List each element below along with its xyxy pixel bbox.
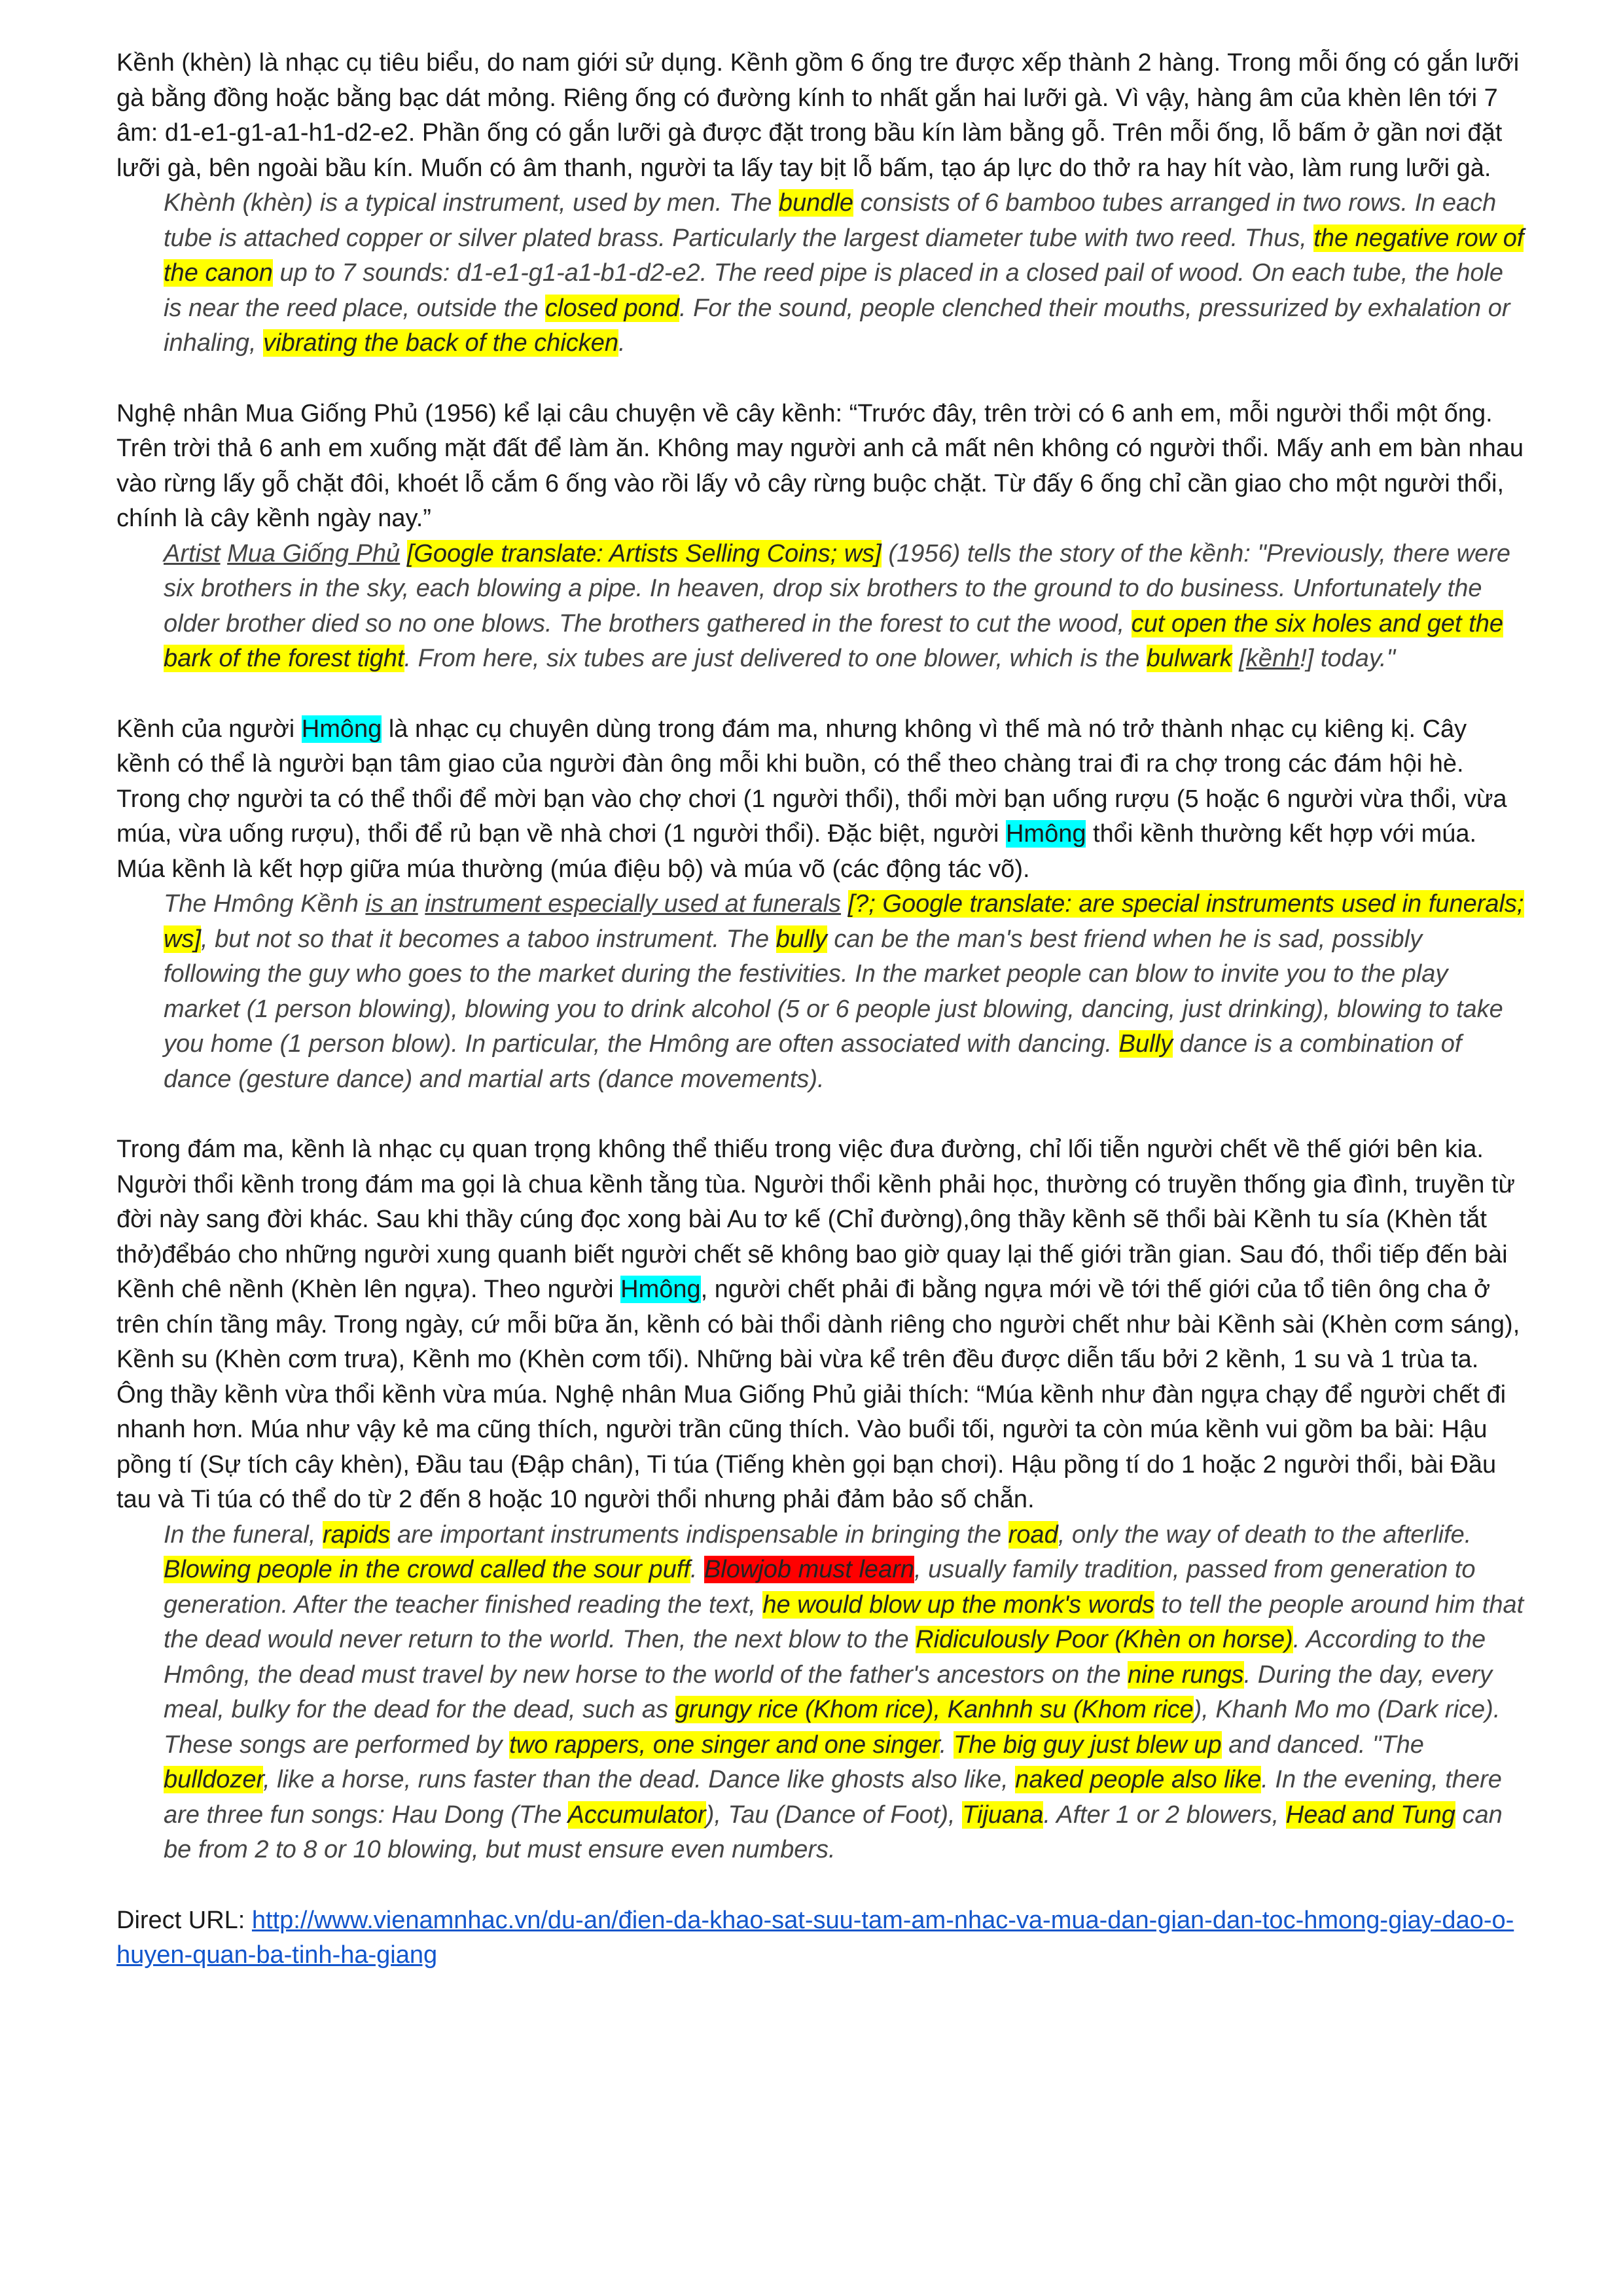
direct-url-link[interactable]: http://www.vienamnhac.vn/du-an/đien-da-khao-sat-suu-tam-am-nhac-va-mua-dan-gian-dan-toc-hmong-giay-dao-o-huyen-quan-ba-tinh-ha-giang <box>116 1906 1514 1969</box>
paragraph-gap <box>116 1868 1525 1903</box>
text-run: ), Tau (Dance of Foot), <box>705 1801 963 1829</box>
highlight-yellow: nine rungs <box>1128 1660 1244 1689</box>
text-run: , only the way of death to the afterlife. <box>1058 1520 1472 1549</box>
text-run: The <box>164 890 214 918</box>
text-run-underlined: instrument especially used at funerals <box>425 890 842 918</box>
text-run <box>359 890 366 918</box>
highlight-yellow: naked people also like <box>1015 1766 1262 1793</box>
highlight-yellow: cut open the six holes and get the bark of the forest tight <box>164 609 1503 672</box>
highlight-yellow: bulldozer <box>164 1766 264 1793</box>
paragraph-en-2 <box>164 537 1525 677</box>
text-run: are important instruments indispensable in bringing the <box>390 1520 1008 1549</box>
text-run: . <box>690 1556 704 1583</box>
highlight-yellow: two rappers, one singer and one singer <box>509 1731 940 1759</box>
text-run: Trong đám ma, kềnh là nhạc cụ quan trọng không thể thiếu trong việc đưa đường, chỉ lối tiễn người chết về thế giới bên kia. Người thổi kềnh trong đám ma gọi là chua kềnh tằng tùa. Người thổi kềnh phải học, thường có truyền thống gia đình, truyền từ đời này sang đời khác. Sau khi thầy cúng đọc xong bài Au tơ kế (Chỉ đường),ông thầy kềnh sẽ thổi bài Kềnh tu sía (Khèn tắt thở)đểbáo cho những người xung quanh biết người chết sẽ không bao giờ quay lại thế giới trần gian. Sau đó, thổi tiếp đến bài Kềnh chê nềnh (Khèn lên ngựa). Theo người <box>116 1136 1515 1303</box>
text-run-underlined: Artist <box>164 539 221 567</box>
text-run-underlined: kềnh <box>1245 645 1300 672</box>
direct-url-label: Direct URL: <box>116 1906 252 1934</box>
highlight-yellow: Blowing people in the crowd called the sour puff <box>164 1556 690 1583</box>
text-run: Hmông <box>164 1660 244 1689</box>
text-run: . From here, six tubes are just delivered to one blower, which is the <box>404 645 1147 672</box>
paragraph-vi-1: Kềnh (khèn) là nhạc cụ tiêu biểu, do nam giới sử dụng. Kềnh gồm 6 ống tre được xếp thành 2 hàng. Trong mỗi ống có gắn lưỡi gà bằng đồng hoặc bằng bạc dát mỏng. Riêng ống có đường kính to nhất gắn hai lưỡi gà. Vì vậy, hàng âm của khèn lên tới 7 âm: d1-e1-g1-a1-h1-d2-e2. Phần ống có gắn lưỡi gà được đặt trong bầu kín làm bằng gỗ. Trên mỗi ống, lỗ bấm ở gần nơi đặt lưỡi gà, bên ngoài bầu kín. Muốn có âm thanh, người ta lấy tay bịt lỗ bấm, tạo áp lực do thở ra hay hít vào, làm rung lưỡi gà. <box>116 49 1520 182</box>
text-run: consists of 6 bamboo tubes arranged in two rows. In each tube is attached copper or silver plated brass. Particularly the largest diameter tube with two reed. Thus, <box>164 189 1497 252</box>
text-run: Hmông <box>649 1030 729 1058</box>
text-run: . For the sound, people clenched their mouths, pressurized by exhalation or inhaling, <box>164 294 1510 357</box>
highlight-yellow: bulwark <box>1146 645 1232 672</box>
text-run: : "Previously, there were six brothers in the sky, each blowing a pipe. In heaven, drop six brothers to the ground to do business. Unfortunately the older brother died so no one blows. The brothers gathered in the forest to cut the wood, <box>164 539 1511 637</box>
text-run: are often associated with dancing. <box>728 1030 1119 1058</box>
text-run <box>418 890 425 918</box>
highlight-yellow: the negative row of the canon <box>164 224 1524 287</box>
text-run: ), Khanh Mo mo (Dark rice). These songs are performed by <box>164 1696 1501 1759</box>
text-run: . <box>939 1731 954 1759</box>
highlight-cyan: Hmông <box>1005 820 1086 848</box>
highlight-yellow: Ridiculously Poor (Khèn on horse) <box>916 1626 1293 1653</box>
text-run: . After 1 or 2 blowers, <box>1043 1801 1286 1829</box>
text-run: , the dead must travel by new horse to the world of the father's ancestors on the <box>243 1660 1128 1689</box>
text-run: !] today." <box>1300 645 1396 672</box>
text-run: . During the day, every meal, bulky for the dead for the dead, such as <box>164 1660 1493 1723</box>
paragraph-en-1 <box>164 186 1525 361</box>
paragraph-gap <box>116 361 1525 397</box>
highlight-yellow: [?; Google translate: are special instruments used in funerals; ws] <box>164 890 1524 953</box>
text-run: can be the man's best friend when he is sad, possibly following the guy who goes to the market during the festivities. In the market people can blow to invite you to the play market (1 person blowing), blowing you to drink alcohol (5 or 6 people just blowing, dancing, just drinking), blowing to take you home (1 person blow). In particular, the <box>164 925 1503 1058</box>
highlight-yellow: bully <box>776 925 827 953</box>
direct-url-line <box>116 1903 1525 1973</box>
highlight-yellow: The big guy just blew up <box>953 1731 1222 1759</box>
paragraph-vi-2: Nghệ nhân Mua Giống Phủ (1956) kể lại câu chuyện về cây kềnh: “Trước đây, trên trời có 6 anh em, mỗi người thổi một ống. Trên trời thả 6 anh em xuống mặt đất để làm ăn. Không may người anh cả mất nên không có người thổi. Mấy anh em bàn nhau vào rừng lấy gỗ chặt đôi, khoét lỗ cắm 6 ống vào rồi lấy vỏ cây rừng buộc chặt. Từ đấy 6 ống chỉ cần giao cho một người thổi, chính là cây kềnh ngày nay.” <box>116 399 1524 532</box>
text-run: , like a horse, runs faster than the dead. Dance like ghosts also like, <box>263 1766 1016 1793</box>
text-run: and danced. "The <box>1221 1731 1424 1759</box>
paragraph-vi-4 <box>116 1132 1525 1518</box>
highlight-yellow: rapids <box>322 1520 391 1549</box>
highlight-yellow: closed pond <box>545 294 679 322</box>
highlight-yellow: Tijuana <box>962 1801 1044 1829</box>
highlight-red: Blowjob must learn <box>704 1556 914 1583</box>
highlight-yellow: Bully <box>1118 1030 1173 1058</box>
text-run: . <box>618 329 626 357</box>
text-run: là nhạc cụ chuyên dùng trong đám ma, nhưng không vì thế mà nó trở thành nhạc cụ kiêng kị. Cây kềnh có thể là người bạn tâm giao của người đàn ông mỗi khi buồn, có thể theo chàng trai đi ra chợ trong các đám hội hè. Trong chợ người ta có thể thổi để mời bạn vào chợ chơi (1 người thổi), thổi mời bạn uống rượu (5 hoặc 6 người vừa thổi, vừa múa, vừa uống rượu), thổi để rủ bạn về nhà chơi (1 người thổi). Đặc biệt, người <box>116 715 1507 848</box>
highlight-yellow: Accumulator <box>567 1801 706 1829</box>
text-run: . According to the <box>1293 1626 1486 1653</box>
paragraph-vi-3 <box>116 712 1525 888</box>
paragraph-gap <box>116 1097 1525 1132</box>
text-run <box>221 540 228 567</box>
highlight-yellow: Head and Tung <box>1285 1801 1455 1829</box>
text-run: . In the evening, there are three fun songs: Hau Dong (The <box>164 1766 1502 1829</box>
text-run <box>841 890 848 918</box>
text-run: [ <box>1232 645 1246 672</box>
text-run: In the funeral, <box>164 1520 323 1549</box>
text-run-underlined: is an <box>365 890 418 918</box>
highlight-yellow: [Google translate: Artists Selling Coins; ws] <box>406 539 882 567</box>
highlight-yellow: vibrating the back of the chicken <box>263 329 618 357</box>
highlight-yellow: he would blow up the monk's words <box>762 1590 1155 1619</box>
highlight-cyan: Hmông <box>620 1276 701 1303</box>
paragraph-gap <box>116 677 1525 712</box>
text-run: up to 7 sounds: d1-e1-g1-a1-b1-d2-e2. The reed pipe is placed in a closed pail of wood. On each tube, the hole is near the reed place, outside the <box>164 259 1504 322</box>
text-run: , but not so that it becomes a taboo instrument. The <box>201 925 776 953</box>
highlight-yellow: grungy rice (Khom rice), Kanhnh su (Khom rice <box>675 1696 1194 1723</box>
text-run: thổi kềnh thường kết hợp với múa. Múa kềnh là kết hợp giữa múa thường (múa điệu bộ) và múa võ (các động tác võ). <box>116 820 1477 883</box>
text-run: dance is a combination of dance (gesture dance) and martial arts (dance movements). <box>164 1030 1462 1093</box>
text-run: can be from 2 to 8 or 10 blowing, but must ensure even numbers. <box>164 1801 1503 1863</box>
text-run: Hmông Kềnh <box>213 890 359 918</box>
text-run: Kềnh của người <box>116 715 302 743</box>
text-run: , người chết phải đi bằng ngựa mới về tới thế giới của tổ tiên ông cha ở trên chín tầng mây. Trong ngày, cứ mỗi bữa ăn, kềnh có bài thổi dành riêng cho người chết như bài Kềnh sài (Khèn cơm sáng), Kềnh su (Khèn cơm trưa), Kềnh mo (Khèn cơm tối). Những bài vừa kể trên đều được diễn tấu bởi 2 kềnh, 1 su và 1 trùa ta. Ông thầy kềnh vừa thổi kềnh vừa múa. Nghệ nhân Mua Giống Phủ giải thích: “Múa kềnh như đàn ngựa chạy để người chết đi nhanh hơn. Múa như vậy kẻ ma cũng thích, người trần cũng thích. Vào buổi tối, người ta còn múa kềnh vui gồm ba bài: Hậu pồng tí (Sự tích cây khèn), Đầu tau (Đập chân), Ti túa (Tiếng khèn gọi bạn chơi). Hậu pồng tí do 1 hoặc 2 người thổi, bài Đầu tau và Ti túa có thể do từ 2 đến 8 hoặc 10 người thổi nhưng phải đảm bảo số chẵn. <box>116 1276 1520 1513</box>
text-run: to tell the people around him that the dead would never return to the world. Then, the next blow to the <box>164 1590 1524 1653</box>
text-run <box>400 540 407 567</box>
paragraph-en-3 <box>164 887 1525 1097</box>
text-run: kềnh <box>1189 539 1244 567</box>
paragraph-en-4 <box>164 1518 1525 1868</box>
highlight-yellow: bundle <box>778 189 854 217</box>
text-run-underlined: Mua Giống Phủ <box>227 539 401 567</box>
text-run: (1956) tells the story of the <box>881 539 1190 567</box>
highlight-yellow: road <box>1008 1520 1058 1549</box>
highlight-cyan: Hmông <box>301 715 382 743</box>
text-run: Khènh (khèn) is a typical instrument, used by men. The <box>164 189 779 217</box>
text-run: , usually family tradition, passed from generation to generation. After the teacher finished reading the text, <box>164 1556 1476 1619</box>
